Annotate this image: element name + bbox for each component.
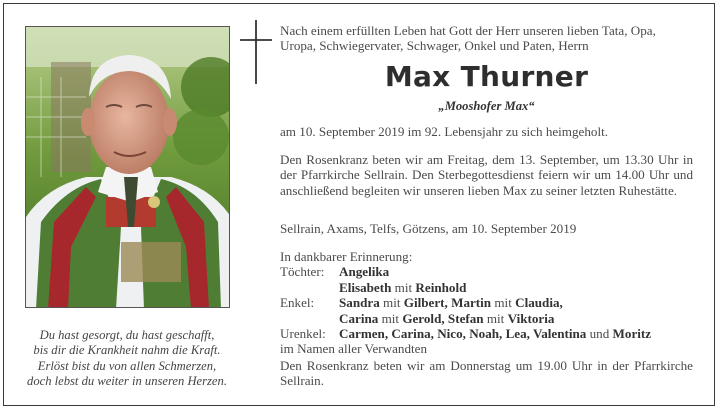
poem-line: Du hast gesorgt, du hast geschafft, [39,328,215,342]
grandchildren-entry: Sandra mit Gilbert, Martin mit Claudia, [339,295,563,311]
relatives-note: im Namen aller Verwandten [280,341,428,357]
remembrance-heading: In dankbarer Erinnerung: [280,249,413,264]
memorial-poem [12,328,242,390]
intro-text [280,23,693,54]
poem-line: Erlöst bist du von allen Schmerzen, [37,358,217,373]
place-date: Sellrain, Axams, Telfs, Götzens, am 10. September 2019 [280,221,577,236]
great-grandchildren-entry: Carmen, Carina, Nico, Noah, Lea, Valentina und Moritz [339,326,652,342]
remembrance-block [280,249,693,357]
grandchildren-label: Enkel: [280,295,315,311]
deceased-nickname: „Mooshofer Max“ [438,99,535,113]
portrait-photo [25,26,230,308]
intro-line: Uropa, Schwiegervater, Schwager, Onkel und Paten, Herrn [280,38,589,54]
death-notice: am 10. September 2019 im 92. Lebensjahr zu sich heimgeholt. [280,124,608,139]
deceased-name: Max Thurner [384,60,589,93]
great-grandchildren-label: Urenkel: [280,326,326,342]
closing-paragraph: Den Rosenkranz beten wir am Donnerstag um 19.00 Uhr in der Pfarrkirche Sellrain. [280,358,693,389]
poem-line: doch lebst du weiter in unseren Herzen. [27,374,227,389]
cross-icon [238,18,274,86]
daughter-entry: Angelika [339,264,390,280]
rosary-paragraph: Den Rosenkranz beten wir am Freitag, dem 13. September, um 13.30 Uhr in der Pfarrkirche Sellrain. Den Sterbegottesdienst feiern wir um 14.00 Uhr und anschließend begleiten wir unseren lieben Max zu seiner letzten Ruhestätte. [280,152,693,198]
poem-line: bis dir die Krankheit nahm die Kraft. [33,343,221,358]
daughter-entry: Elisabeth mit Reinhold [339,279,467,295]
grandchildren-entry: Carina mit Gerold, Stefan mit Viktoria [339,310,555,326]
daughters-label: Töchter: [280,264,325,280]
family-list [280,264,693,341]
intro-line: Nach einem erfüllten Leben hat Gott der Herr unseren lieben Tata, Opa, [280,23,656,38]
